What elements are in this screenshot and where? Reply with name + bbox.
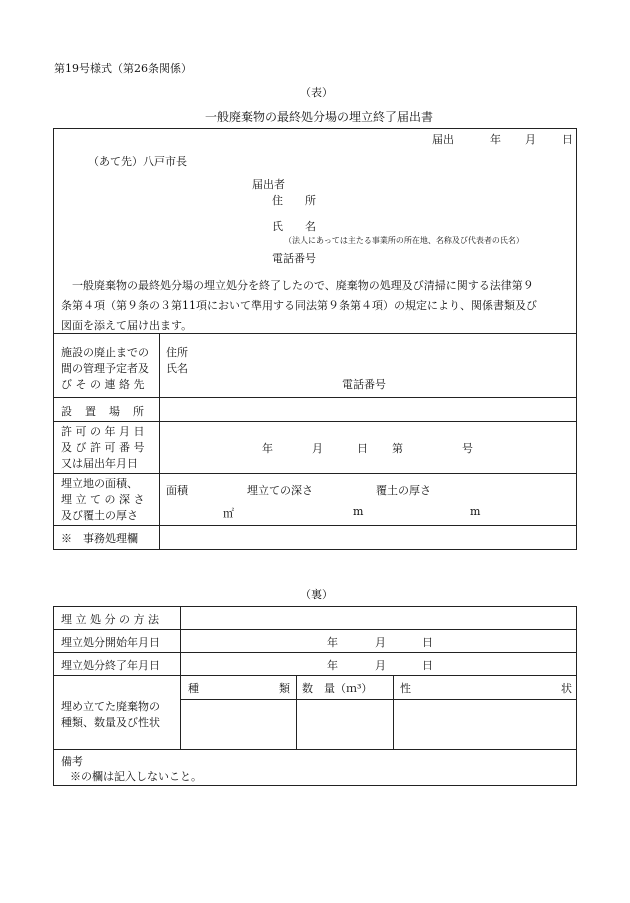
- front-side-label: （表）: [300, 86, 333, 99]
- form-title: 一般廃棄物の最終処分場の埋立終了届出書: [205, 110, 434, 124]
- depth-unit: m: [353, 505, 364, 518]
- area-label: 面積: [166, 484, 188, 497]
- notifier-address-label: 住 所: [272, 194, 316, 207]
- page: 第19号様式（第26条関係） （表） 一般廃棄物の最終処分場の埋立終了届出書 届出 年 月 日 （あて先）八戸市長 届出者 住 所 氏 名 （法人にあっては主たる事業所の所在地、名称及び代表者の氏名） 電話番号 一般廃棄物の最終処分場の埋立処分を終了したので、廃棄物の処理及び清掃に関する法律第９ 条第４項（第９条の３第11項において準用する同法第９条第４項）の規定により、関係書類及び 図面を添えて届け出ます。 施設の廃止までの 間の管理予定者及 び そ の 連 絡 先 住所 氏名 電話番号 設 置 場 所 許 可 の 年 月 日 及 び 許 可 番 号 又は届出年月日 年 月 日 第 号 埋立地の面積、 埋 立 て の 深 さ 及び覆土の厚さ 面積 埋立ての深さ 覆土の厚さ ㎡ m m ※ 事務処理欄 （裏） 埋 立 処 分 の 方 法 埋立処分開始年月日 年 月 日 埋立処分終了年月日 年 月 日 埋め立てた廃棄物の 種類、数量及び性状 種 類 数 量（ｍ³） 性 状 備考 ※の欄は記入しないこと。: [0, 0, 630, 903]
- manager-address-label: 住所: [166, 346, 188, 359]
- office-use-label: ※ 事務処理欄: [61, 532, 138, 545]
- end-date-label: 埋立処分終了年月日: [61, 659, 160, 672]
- addressee: （あて先）八戸市長: [88, 155, 187, 168]
- cover-unit: m: [470, 505, 481, 518]
- notifier-name-label: 氏 名: [272, 220, 316, 233]
- area-unit: ㎡: [223, 507, 234, 520]
- corporate-note: （法人にあっては主たる事業所の所在地、名称及び代表者の氏名）: [284, 236, 524, 245]
- manager-phone-label: 電話番号: [342, 378, 386, 391]
- start-date-label: 埋立処分開始年月日: [61, 636, 160, 649]
- depth-label: 埋立ての深さ: [247, 484, 313, 497]
- cover-label: 覆土の厚さ: [376, 484, 431, 497]
- notifier-label: 届出者: [252, 178, 285, 191]
- manager-name-label: 氏名: [166, 362, 188, 375]
- back-side-label: （裏）: [300, 588, 333, 601]
- location-label: 設 置 場 所: [61, 405, 145, 418]
- back-form-table: [53, 606, 577, 786]
- remarks-label: 備考: [61, 755, 83, 768]
- notifier-phone-label: 電話番号: [272, 252, 316, 265]
- method-label: 埋 立 処 分 の 方 法: [61, 613, 159, 626]
- col-quantity-header: 数 量（ｍ³）: [302, 682, 373, 695]
- form-number: 第19号様式（第26条関係）: [54, 62, 192, 75]
- remarks-note: ※の欄は記入しないこと。: [70, 770, 202, 783]
